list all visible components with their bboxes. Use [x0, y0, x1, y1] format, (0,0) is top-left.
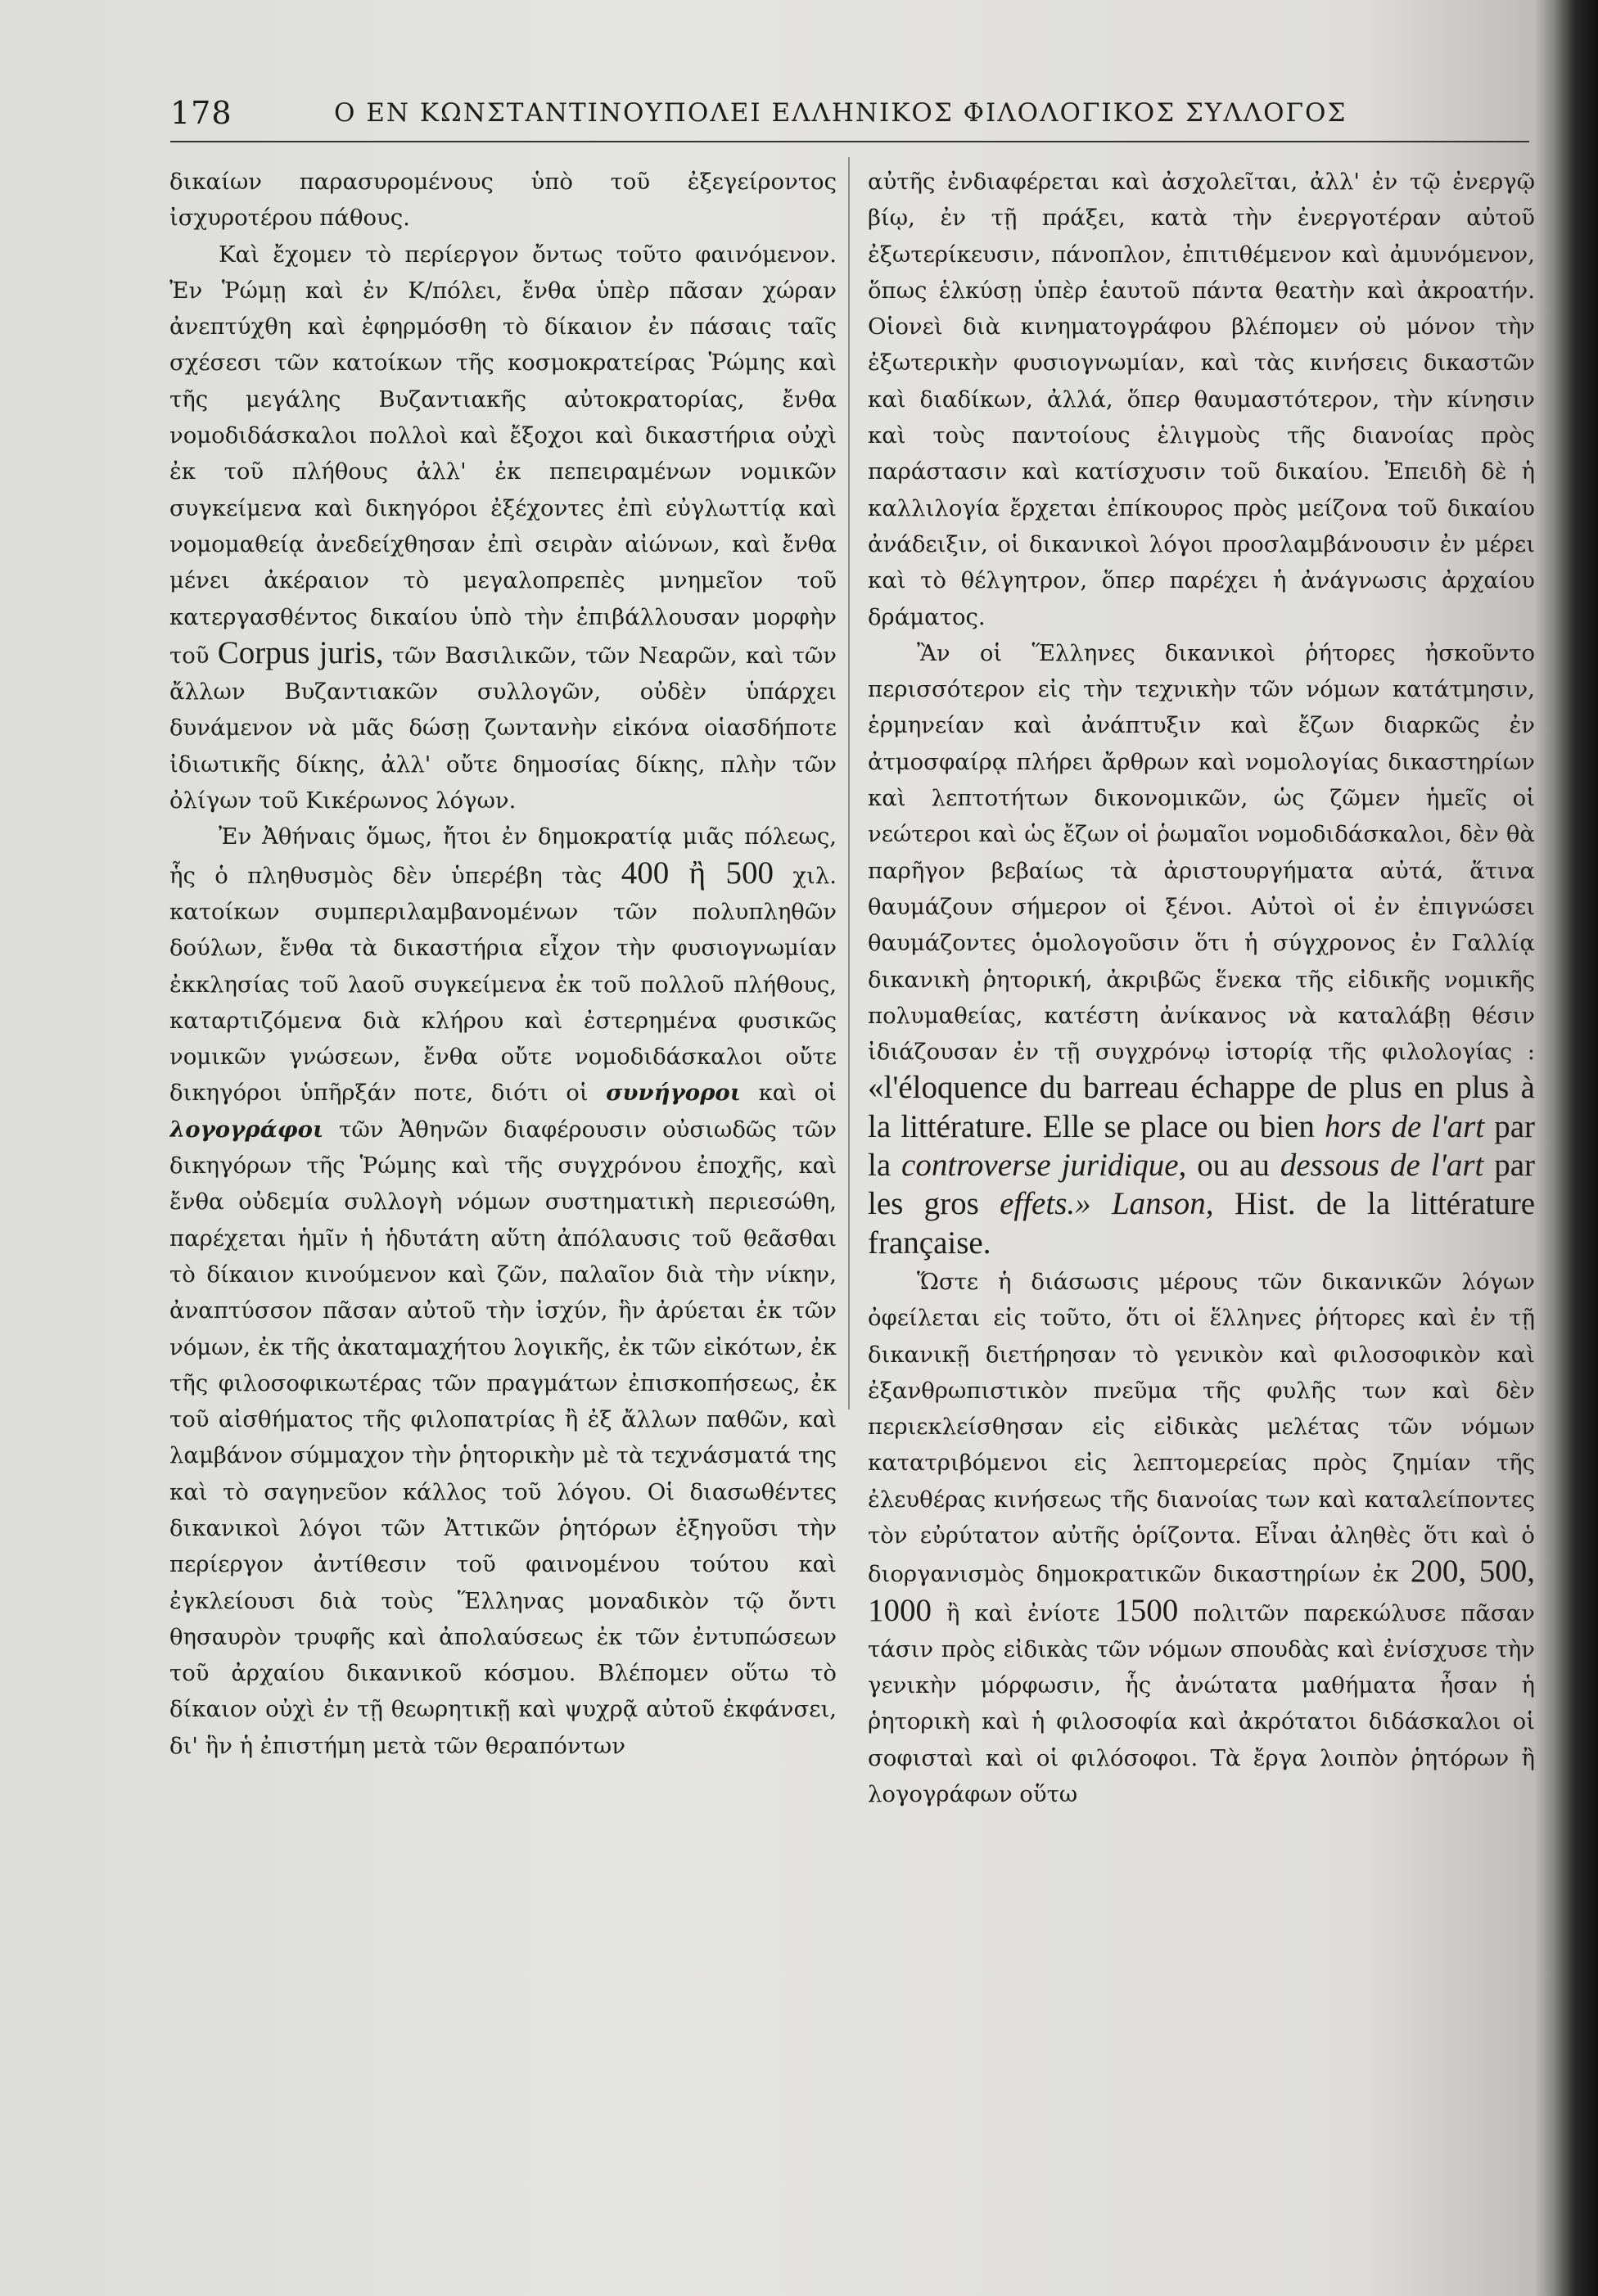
right-column — [868, 164, 1535, 2259]
left-column — [169, 164, 837, 2259]
paragraph: Ἐν Ἀθήναις ὅμως, ἤτοι ἐν δημοκρατίᾳ μιᾶς πόλεως, ἧς ὁ πληθυσμὸς δὲν ὑπερέβη τὰς 400 ἢ 500 χιλ. κατοίκων συμπεριλαμβανομένων τῶν πολυπληθῶν δούλων, ἔνθα τὰ δικαστήρια εἶχον τὴν φυσιογνωμίαν ἐκκλησίας τοῦ λαοῦ συγκείμενα ἐκ τοῦ πολλοῦ πλήθους, καταρτιζόμενα διὰ κλήρου καὶ ἐστερημένα φυσικῶς νομικῶν γνώσεων, ἔνθα οὔτε νομοδιδάσκαλοι οὔτε δικηγόροι ὑπῆρξάν ποτε, διότι οἱ συνήγοροι καὶ οἱ λογογράφοι τῶν Ἀθηνῶν διαφέρουσιν οὐσιωδῶς τῶν δικηγόρων τῆς Ῥώμης καὶ τῆς συγχρόνου ἐποχῆς, καὶ ἔνθα οὐδεμία συλλογὴ νόμων συστηματικὴ περιεσώθη, παρέχεται ἡμῖν ἡ ἡδυτάτη αὕτη ἀπόλαυσις τοῦ θεᾶσθαι τὸ δίκαιον κινούμενον καὶ ζῶν, παλαῖον διὰ τὴν νίκην, ἀναπτύσσον πᾶσαν αὐτοῦ τὴν ἰσχύν, ἣν ἀρύεται ἐκ τῶν νόμων, ἐκ τῆς ἀκαταμαχήτου λογικῆς, ἐκ τῶν εἰκότων, ἐκ τῆς φιλοσοφικωτέρας τῶν πραγμάτων ἐπισκοπήσεως, ἐκ τοῦ αἰσθήματος τῆς φιλοπατρίας ἢ ἐξ ἄλλων παθῶν, καὶ λαμβάνον σύμμαχον τὴν ῥητορικὴν μὲ τὰ τεχνάσματά της καὶ τὸ σαγηνεῦον κάλλος τοῦ λόγου. Οἱ διασωθέντες δικανικοὶ λόγοι τῶν Ἀττικῶν ῥητόρων ἐξηγοῦσι τὴν περίεργον ἀντίθεσιν τοῦ φαινομένου τούτου καὶ ἐγκλείουσι διὰ τοὺς Ἕλληνας μοναδικὸν τῷ ὄντι θησαυρὸν τρυφῆς καὶ ἀπολαύσεως ἐκ τῶν ἐντυπώσεων τοῦ ἀρχαίου δικανικοῦ κόσμου. Βλέπομεν οὕτω τὸ δίκαιον οὐχὶ ἐν τῇ θεωρητικῇ καὶ ψυχρᾷ αὐτοῦ ἐκφάνσει, δι' ἣν ἡ ἐπιστήμη μετὰ τῶν θεραπόντων — [169, 823, 837, 1759]
page-header — [170, 92, 1529, 142]
book-spine-shadow — [1555, 0, 1598, 2296]
column-divider — [848, 157, 850, 1410]
number-figure: 1500 — [1114, 1592, 1179, 1628]
number-figure: 400 ἢ 500 — [621, 855, 774, 891]
emphasis-term: λογογράφοι — [169, 1116, 324, 1143]
page-number: 178 — [170, 95, 232, 131]
paragraph: Ἂν οἱ Ἕλληνες δικανικοὶ ῥήτορες ἠσκοῦντο περισσότερον εἰς τὴν τεχνικὴν τῶν νόμων κατάτμησιν, ἑρμηνείαν καὶ ἀνάπτυξιν καὶ ἔζων διαρκῶς ἐν ἀτμοσφαίρᾳ πλήρει ἄρθρων καὶ νομολογίας δικαστηρίων καὶ λεπτοτήτων δικονομικῶν, ὡς ζῶμεν ἡμεῖς οἱ νεώτεροι καὶ ὡς ἔζων οἱ ῥωμαῖοι νομοδιδάσκαλοι, δὲν θὰ παρῆγον βεβαίως τὰ ἀριστουργήματα αὐτά, ἅτινα θαυμάζουν σήμερον οἱ ξένοι. Αὐτοὶ οἱ ἐν ἐπιγνώσει θαυμάζοντες ὁμολογοῦσιν ὅτι ἡ σύγχρονος ἐν Γαλλίᾳ δικανικὴ ῥητορική, ἀκριβῶς ἕνεκα τῆς εἰδικῆς νομικῆς πολυμαθείας, κατέστη ἀνίκανος νὰ καταλάβῃ θέσιν ἰδιάζουσαν ἐν τῇ συγχρόνῳ ἱστορίᾳ τῆς φιλολογίας : «l'éloquence du barreau échappe de plus en plus à la littérature. Elle se place ou bien hors de l'art par la controverse juridique, ou au dessous de l'art par les gros effets.» Lanson, Hist. de la littérature française. — [868, 639, 1535, 1261]
paragraph: δικαίων παρασυρομένους ὑπὸ τοῦ ἐξεγείροντος ἰσχυροτέρου πάθους. — [169, 169, 837, 232]
paragraph: Καὶ ἔχομεν τὸ περίεργον ὄντως τοῦτο φαινόμενον. Ἐν Ῥώμῃ καὶ ἐν Κ/πόλει, ἔνθα ὑπὲρ πᾶσαν χώραν ἀνεπτύχθη καὶ ἐφηρμόσθη τὸ δίκαιον ἐν πάσαις ταῖς σχέσεσι τῶν κατοίκων τῆς κοσμοκρατείρας Ῥώμης καὶ τῆς μεγάλης Βυζαντιακῆς αὐτοκρατορίας, ἔνθα νομοδιδάσκαλοι πολλοὶ καὶ ἔξοχοι καὶ δικαστήρια οὐχὶ ἐκ τοῦ πλήθους ἀλλ' ἐκ πεπειραμένων νομικῶν συγκείμενα καὶ δικηγόροι ἐξέχοντες ἐπὶ εὐγλωττίᾳ καὶ νομομαθείᾳ ἀνεδείχθησαν ἐπὶ σειρὰν αἰώνων, καὶ ἔνθα μένει ἀκέραιον τὸ μεγαλοπρεπὲς μνημεῖον τοῦ κατεργασθέντος δικαίου ὑπὸ τὴν ἐπιβάλλουσαν μορφὴν τοῦ Corpus juris, τῶν Βασιλικῶν, τῶν Νεαρῶν, καὶ τῶν ἄλλων Βυζαντιακῶν συλλογῶν, οὐδὲν ὑπάρχει δυνάμενον νὰ μᾶς δώσῃ ζωντανὴν εἰκόνα οἱασδήποτε ἰδιωτικῆς δίκης, ἀλλ' οὔτε δημοσίας δίκης, πλὴν τῶν ὀλίγων τοῦ Κικέρωνος λόγων. — [169, 241, 837, 814]
french-quotation: «l'éloquence du barreau échappe de plus en plus à la littérature. Elle se place ou bien hors de l'art par la controverse juridique, ou au dessous de l'art par les gros effets.» Lanson, Hist. de la littérature française. — [868, 1070, 1535, 1261]
paragraph: αὐτῆς ἐνδιαφέρεται καὶ ἀσχολεῖται, ἀλλ' ἐν τῷ ἐνεργῷ βίῳ, ἐν τῇ πράξει, κατὰ τὴν ἐνεργοτέραν αὐτοῦ ἐξωτερίκευσιν, πάνοπλον, ἐπιτιθέμενον καὶ ἀμυνόμενον, ὅπως ἑλκύσῃ ὑπὲρ ἑαυτοῦ πάντα θεατὴν καὶ ἀκροατήν. Οἱονεὶ διὰ κινηματογράφου βλέπομεν οὐ μόνον τὴν ἐξωτερικὴν φυσιογνωμίαν, καὶ τὰς κινήσεις δικαστῶν καὶ διαδίκων, ἀλλά, ὅπερ θαυμαστότερον, τὴν κίνησιν καὶ τοὺς παντοίους ἑλιγμοὺς τῆς διανοίας πρὸς παράστασιν καὶ κατίσχυσιν τοῦ δικαίου. Ἐπειδὴ δὲ ἡ καλλιλογία ἔρχεται ἐπίκουρος πρὸς μείζονα τοῦ δικαίου ἀνάδειξιν, οἱ δικανικοὶ λόγοι προσλαμβάνουσιν ἐν μέρει καὶ τὸ θέλγητρον, ὅπερ παρέχει ἡ ἀνάγνωσις ἀρχαίου δράματος. — [868, 169, 1535, 630]
paragraph: Ὥστε ἡ διάσωσις μέρους τῶν δικανικῶν λόγων ὀφείλεται εἰς τοῦτο, ὅτι οἱ ἕλληνες ῥήτορες καὶ ἐν τῇ δικανικῇ διετήρησαν τὸ γενικὸν καὶ φιλοσοφικὸν καὶ ἐξανθρωπιστικὸν πνεῦμα τῆς φυλῆς των καὶ δὲν περιεκλείσθησαν εἰς εἰδικὰς μελέτας τῶν νόμων κατατριβόμενοι εἰς λεπτομερείας πρὸς ζημίαν τῆς ἐλευθέρας κινήσεως τῆς διανοίας των καὶ καταλείποντες τὸν εὐρύτατον αὐτῆς ὁρίζοντα. Εἶναι ἀληθὲς ὅτι καὶ ὁ διοργανισμὸς δημοκρατικῶν δικαστηρίων ἐκ 200, 500, 1000 ἢ καὶ ἐνίοτε 1500 πολιτῶν παρεκώλυσε πᾶσαν τάσιν πρὸς εἰδικὰς τῶν νόμων σπουδὰς καὶ ἐνίσχυσε τὴν γενικὴν μόρφωσιν, ἧς ἀνώτατα μαθήματα ἦσαν ἡ ῥητορικὴ καὶ ἡ φιλοσοφία καὶ ἀκρότατοι διδάσκαλοι οἱ σοφισταὶ καὶ οἱ φιλόσοφοι. Τὰ ἔργα λοιπὸν ῥητόρων ἢ λογογράφων οὕτω — [868, 1268, 1535, 1808]
emphasis-term: συνήγοροι — [606, 1080, 742, 1107]
latin-phrase: Corpus juris, — [217, 634, 384, 670]
running-title: Ο ΕΝ ΚΩΝΣΤΑΝΤΙΝΟΥΠΟΛΕΙ ΕΛΛΗΝΙΚΟΣ ΦΙΛΟΛΟΓΙΚΟΣ ΣΥΛΛΟΓΟΣ — [334, 98, 1347, 128]
number-figure: 200, 500, 1000 — [868, 1554, 1535, 1628]
